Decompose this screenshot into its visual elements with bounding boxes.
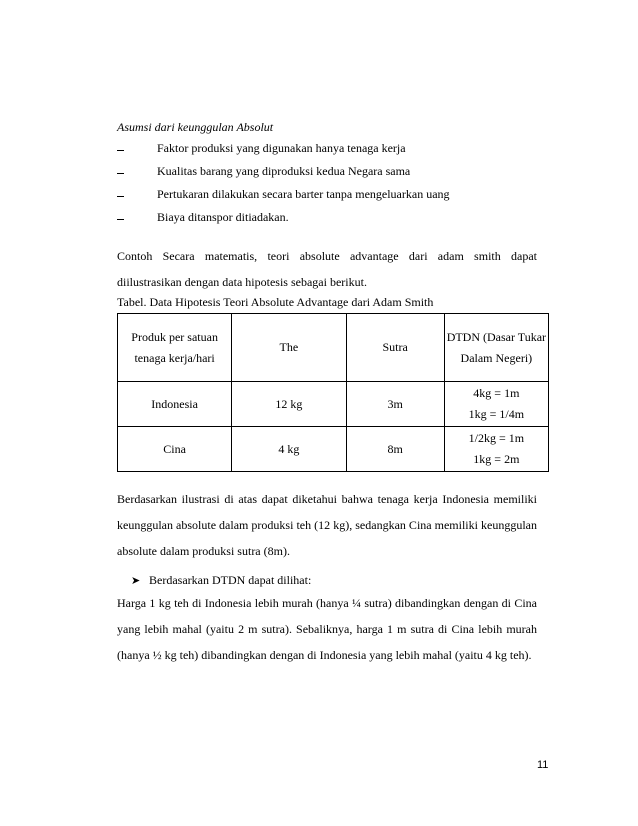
table-cell: 3m	[346, 382, 444, 427]
page-number: 11	[537, 759, 549, 771]
table-cell: Indonesia	[118, 382, 232, 427]
list-item-text: Faktor produksi yang digunakan hanya tenaga kerja	[157, 141, 406, 155]
table-cell: Cina	[118, 427, 232, 472]
list-item-text: Kualitas barang yang diproduksi kedua Negara sama	[157, 164, 411, 178]
table-header-row	[118, 314, 549, 382]
list-item-text: Biaya ditanspor ditiadakan.	[157, 210, 289, 224]
table-row	[118, 427, 549, 472]
arrow-bullet-icon: ➤	[131, 575, 141, 587]
table-header-cell: The	[232, 314, 346, 382]
table-row	[118, 382, 549, 427]
arrow-point	[131, 573, 311, 588]
conclusion-paragraph: Berdasarkan ilustrasi di atas dapat diketahui bahwa tenaga kerja Indonesia memiliki keunggulan absolute dalam produksi teh (12 kg), sedangkan Cina memiliki keunggulan absolute dalam produksi sutra (8m).	[117, 492, 537, 558]
dtdn-line: 4kg = 1m	[473, 386, 520, 400]
arrow-point-text: Berdasarkan DTDN dapat dilihat:	[149, 573, 312, 587]
bullet-dash-icon	[117, 173, 124, 174]
table-caption: Tabel. Data Hipotesis Teori Absolute Advantage dari Adam Smith	[117, 295, 434, 309]
dtdn-paragraph: Harga 1 kg teh di Indonesia lebih murah (hanya ¼ sutra) dibandingkan dengan di Cina yang lebih mahal (yaitu 2 m sutra). Sebaliknya, harga 1 m sutra di Cina lebih murah (hanya ½ kg teh) dibandingkan dengan di Indonesia yang lebih mahal (yaitu 4 kg teh).	[117, 596, 537, 662]
table-cell	[444, 427, 548, 472]
list-item	[117, 141, 557, 164]
table-cell: 12 kg	[232, 382, 346, 427]
list-item-text: Pertukaran dilakukan secara barter tanpa mengeluarkan uang	[157, 187, 450, 201]
intro-paragraph: Contoh Secara matematis, teori absolute advantage dari adam smith dapat diilustrasikan dengan data hipotesis sebagai berikut.	[117, 249, 537, 289]
table-cell: 4 kg	[232, 427, 346, 472]
list-item	[117, 164, 557, 187]
table-cell: 8m	[346, 427, 444, 472]
dtdn-line: 1kg = 1/4m	[468, 407, 525, 421]
list-item	[117, 210, 557, 233]
table-header-cell: Sutra	[346, 314, 444, 382]
bullet-dash-icon	[117, 150, 124, 151]
dtdn-line: 1kg = 2m	[473, 452, 520, 466]
table-cell	[444, 382, 548, 427]
hypothesis-table	[117, 313, 549, 472]
assumption-list	[117, 141, 557, 233]
dtdn-line: 1/2kg = 1m	[468, 431, 525, 445]
bullet-dash-icon	[117, 196, 124, 197]
table-header-cell: Produk per satuan tenaga kerja/hari	[118, 314, 232, 382]
section-heading: Asumsi dari keunggulan Absolut	[117, 120, 274, 134]
list-item	[117, 187, 557, 210]
table-header-cell: DTDN (Dasar Tukar Dalam Negeri)	[444, 314, 548, 382]
bullet-dash-icon	[117, 219, 124, 220]
